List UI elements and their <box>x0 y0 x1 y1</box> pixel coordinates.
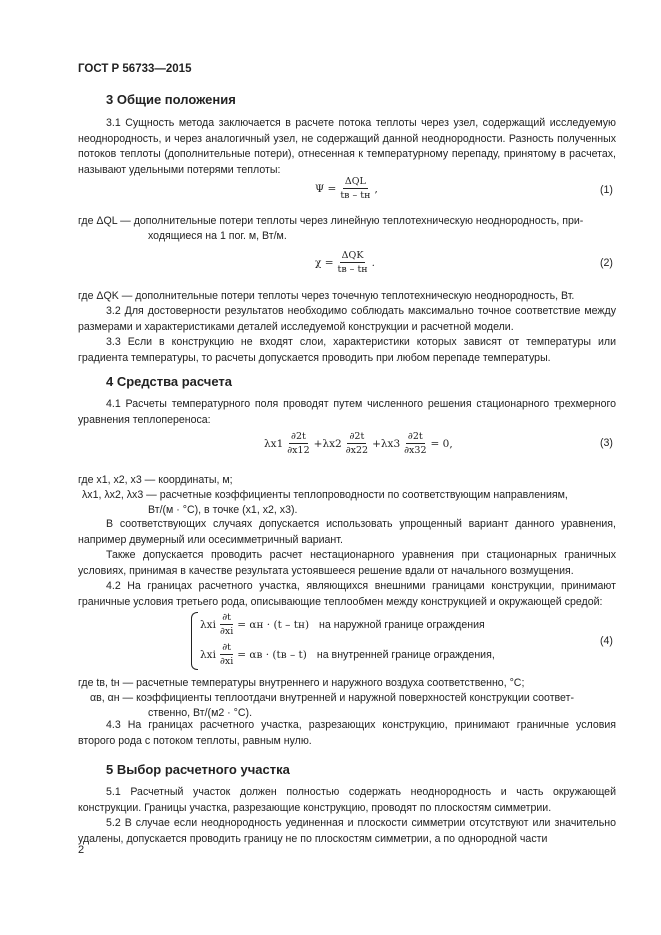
eq4-r2-den: ∂xi <box>219 656 234 667</box>
page-number: 2 <box>78 844 85 856</box>
standard-header: ГОСТ Р 56733—2015 <box>78 63 192 75</box>
eq4-r2-num: ∂t <box>222 642 231 653</box>
eq4-r1-fraction <box>218 612 235 637</box>
eq4-r1-den: ∂xi <box>219 626 234 637</box>
eq4-r1-num: ∂t <box>222 612 231 623</box>
eq3-lambda-3: λx3 <box>380 437 401 450</box>
paragraph-4-3: 4.3 На границах расчетного участка, разрезающих конструкцию, принимают граничные условия второго рода с потоком теплоты, равным нулю. <box>78 719 616 747</box>
eq1-denominator: tв – tн <box>340 190 371 201</box>
eq3-f3-num: ∂2t <box>407 431 423 442</box>
paragraph-5-1: 5.1 Расчетный участок должен полностью содержать неоднородность и часть окружающей конструкции. Границы участка, разрезающие конструкцию, проводят по плоскостям симметрии. <box>78 786 616 814</box>
where-3-line-b: λx1, λx2, λx3 — расчетные коэффициенты теплопроводности по соответствующим направлениям, <box>82 489 568 501</box>
equation-1-number: (1) <box>600 184 613 196</box>
paragraph-3-1: 3.1 Сущность метода заключается в расчете потока теплоты через узел, содержащий исследуемую неоднородность, и через аналогичный узел, не содержащий данной неоднородности. Разность полученных потоков теплоты (дополнительные потери), отнесенная к температурному перепаду, принятому в расчетах, называют удельными потерями теплоты: <box>78 117 616 176</box>
eq4-r2-rhs: = αв · (tв – t) <box>237 648 307 661</box>
eq2-numerator: ΔQK <box>341 250 364 261</box>
eq3-lambda-1: λx1 <box>264 437 284 450</box>
eq3-f2-den: ∂x22 <box>345 445 369 456</box>
eq2-denominator: tв – tн <box>337 264 368 275</box>
section-4-title: 4 Средства расчета <box>106 374 233 389</box>
where-4-line-c: ственно, Вт/(м2 · °С). <box>148 707 253 719</box>
where-4-line-b: αв, αн — коэффициенты теплоотдачи внутренней и наружной поверхностей конструкции соответ- <box>90 692 574 704</box>
equation-2-number: (2) <box>600 257 613 269</box>
eq3-plus-1: + <box>313 437 323 450</box>
paragraph-4-1: 4.1 Расчеты температурного поля проводят путем численного решения стационарного трехмерного уравнения теплопереноса: <box>78 398 616 426</box>
equation-4-row-2 <box>200 642 495 667</box>
eq4-r1-lambda: λxi <box>200 618 216 631</box>
eq3-fraction-2 <box>344 431 370 456</box>
section-5-title: 5 Выбор расчетного участка <box>106 762 290 777</box>
equation-1 <box>315 176 378 201</box>
eq3-f1-num: ∂2t <box>291 431 306 442</box>
paragraph-4-1-note-a: В соответствующих случаях допускается использовать упрощенный вариант данного уравнения, например двумерный или осесимметричный вариант. <box>78 518 616 546</box>
eq1-numerator: ΔQL <box>344 176 366 187</box>
where-4-line-a: где tв, tн — расчетные температуры внутреннего и наружного воздуха соответственно, °С; <box>78 677 525 689</box>
equation-4-row-1 <box>200 612 485 637</box>
eq4-r2-fraction <box>218 642 235 667</box>
equation-4-number: (4) <box>600 635 613 647</box>
eq3-tail: = 0, <box>430 437 453 450</box>
eq4-r2-text: на внутренней границе ограждения, <box>316 648 495 661</box>
where-2-line: где ΔQK — дополнительные потери теплоты через точечную теплотехническую неоднородность, Вт. <box>78 290 575 302</box>
eq1-tail: , <box>374 182 378 195</box>
where-3-line-a: где x1, x2, x3 — координаты, м; <box>78 474 233 486</box>
where-1-line-b: ходящиеся на 1 пог. м, Вт/м. <box>148 230 287 242</box>
equation-2 <box>315 250 375 275</box>
eq2-lhs: χ = <box>315 256 334 269</box>
paragraph-5-2: 5.2 В случае если неоднородность уединенная и плоскости симметрии отсутствуют или значительно удалены, допускается проводить границу не по плоскостям симметрии, а по однородной части <box>78 817 616 845</box>
section-3-title: 3 Общие положения <box>106 92 236 107</box>
equation-4-brace <box>191 612 198 670</box>
eq4-r1-text: на наружной границе ограждения <box>319 618 485 631</box>
eq2-fraction <box>336 250 370 275</box>
eq3-f3-den: ∂x32 <box>404 445 427 456</box>
eq4-r1-rhs: = αн · (t – tн) <box>237 618 310 631</box>
eq4-r2-lambda: λxi <box>200 648 216 661</box>
eq3-fraction-1 <box>285 431 311 456</box>
eq2-tail: . <box>371 256 375 269</box>
eq1-lhs: Ψ = <box>315 182 337 195</box>
paragraph-3-2: 3.2 Для достоверности результатов необходимо соблюдать максимально точное соответствие между размерами и характеристиками деталей исследуемой конструкции и расчетной модели. <box>78 305 616 333</box>
eq3-f2-num: ∂2t <box>349 431 365 442</box>
eq3-plus-2: + <box>372 437 381 450</box>
paragraph-3-3: 3.3 Если в конструкцию не входят слои, характеристики которых зависят от температуры или градиента температуры, то расчеты допускается проводить при любом перепаде температуры. <box>78 336 616 364</box>
where-3-line-c: Вт/(м · °С), в точке (x1, x2, x3). <box>148 504 298 516</box>
paragraph-4-1-note-b: Также допускается проводить расчет нестационарного уравнения при стационарных граничных условиях, принимая в качестве результата устоявшееся решение вдали от начального возмущения. <box>78 549 616 577</box>
paragraph-4-2: 4.2 На границах расчетного участка, являющихся внешними границами конструкции, принимают граничные условия третьего рода, описывающие теплообмен между конструкцией и окружающей средой: <box>78 580 616 608</box>
eq1-fraction <box>338 176 372 201</box>
where-1-line-a: где ΔQL — дополнительные потери теплоты через линейную теплотехническую неоднородность, при- <box>78 215 584 227</box>
equation-3 <box>264 431 453 456</box>
eq3-lambda-2: λx2 <box>322 437 342 450</box>
eq3-f1-den: ∂x12 <box>287 445 310 456</box>
eq3-fraction-3 <box>402 431 428 456</box>
equation-3-number: (3) <box>600 437 613 449</box>
